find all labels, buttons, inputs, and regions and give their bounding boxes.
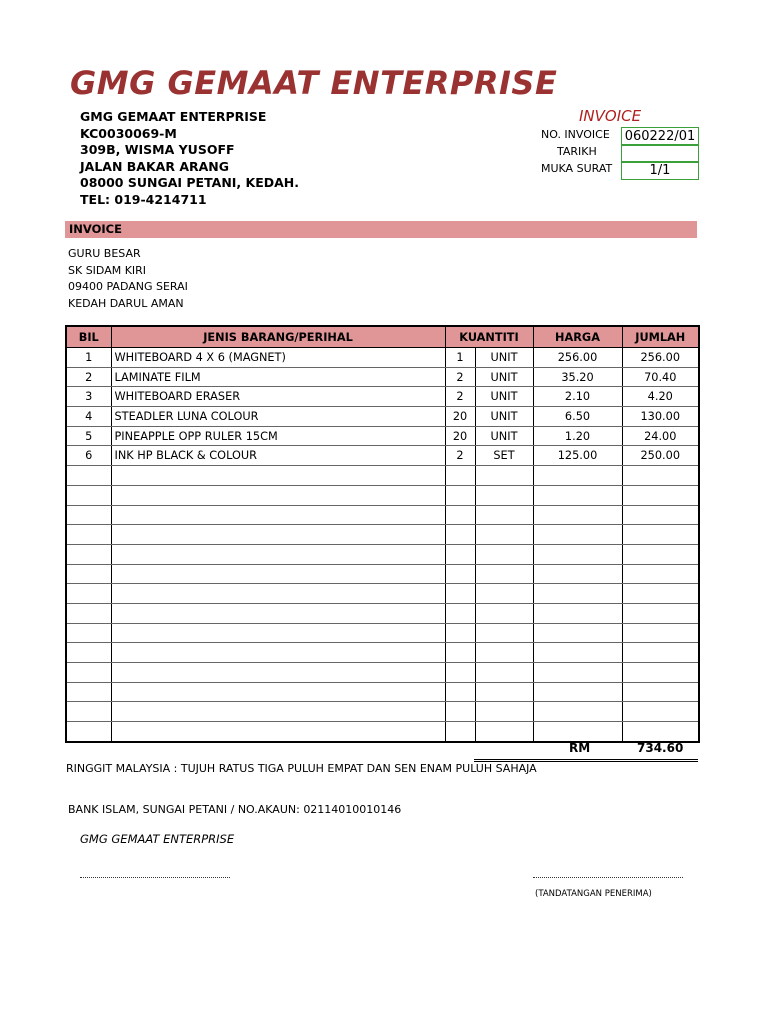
empty-cell bbox=[445, 682, 475, 702]
empty-cell bbox=[622, 663, 699, 683]
row-description: PINEAPPLE OPP RULER 15CM bbox=[111, 426, 445, 446]
empty-table-row bbox=[66, 722, 699, 742]
empty-table-row bbox=[66, 623, 699, 643]
empty-cell bbox=[475, 623, 533, 643]
empty-cell bbox=[111, 525, 445, 545]
empty-cell bbox=[111, 643, 445, 663]
document-title: GMG GEMAAT ENTERPRISE bbox=[70, 64, 558, 102]
empty-cell bbox=[66, 702, 111, 722]
empty-cell bbox=[111, 466, 445, 486]
empty-cell bbox=[475, 702, 533, 722]
row-bil: 2 bbox=[66, 367, 111, 387]
empty-table-row bbox=[66, 564, 699, 584]
empty-cell bbox=[622, 564, 699, 584]
company-signature-line bbox=[80, 877, 230, 878]
empty-cell bbox=[445, 623, 475, 643]
row-price: 35.20 bbox=[533, 367, 622, 387]
empty-cell bbox=[622, 505, 699, 525]
row-unit: UNIT bbox=[475, 407, 533, 427]
empty-cell bbox=[66, 466, 111, 486]
empty-cell bbox=[533, 682, 622, 702]
row-description: INK HP BLACK & COLOUR bbox=[111, 446, 445, 466]
empty-cell bbox=[533, 564, 622, 584]
company-phone: TEL: 019-4214711 bbox=[80, 191, 207, 207]
empty-cell bbox=[475, 722, 533, 742]
empty-cell bbox=[66, 525, 111, 545]
empty-cell bbox=[533, 643, 622, 663]
section-bar: INVOICE bbox=[65, 221, 697, 238]
row-quantity: 2 bbox=[445, 387, 475, 407]
row-amount: 70.40 bbox=[622, 367, 699, 387]
invoice-no-label: NO. INVOICE bbox=[541, 128, 610, 141]
bank-info: BANK ISLAM, SUNGAI PETANI / NO.AKAUN: 02114010010146 bbox=[68, 803, 402, 816]
row-amount: 130.00 bbox=[622, 407, 699, 427]
empty-table-row bbox=[66, 544, 699, 564]
row-price: 1.20 bbox=[533, 426, 622, 446]
empty-cell bbox=[66, 603, 111, 623]
row-quantity: 2 bbox=[445, 367, 475, 387]
empty-cell bbox=[533, 466, 622, 486]
row-unit: UNIT bbox=[475, 387, 533, 407]
empty-table-row bbox=[66, 643, 699, 663]
row-price: 125.00 bbox=[533, 446, 622, 466]
company-address-line: 08000 SUNGAI PETANI, KEDAH. bbox=[80, 175, 300, 190]
invoice-no-value: 060222/01 bbox=[621, 127, 699, 146]
table-row bbox=[66, 407, 699, 427]
empty-cell bbox=[111, 505, 445, 525]
row-bil: 3 bbox=[66, 387, 111, 407]
empty-cell bbox=[66, 544, 111, 564]
empty-cell bbox=[111, 544, 445, 564]
company-address-line: JALAN BAKAR ARANG bbox=[80, 158, 230, 174]
row-quantity: 20 bbox=[445, 407, 475, 427]
empty-cell bbox=[111, 603, 445, 623]
empty-cell bbox=[533, 623, 622, 643]
empty-cell bbox=[445, 505, 475, 525]
empty-cell bbox=[445, 584, 475, 604]
empty-cell bbox=[111, 485, 445, 505]
total-amount: 734.60 bbox=[637, 741, 684, 755]
customer-line: SK SIDAM KIRI bbox=[68, 263, 147, 277]
empty-cell bbox=[111, 682, 445, 702]
empty-cell bbox=[475, 663, 533, 683]
empty-cell bbox=[445, 722, 475, 742]
customer-address-block bbox=[68, 246, 188, 312]
header-description: JENIS BARANG/PERIHAL bbox=[111, 326, 445, 348]
empty-cell bbox=[111, 663, 445, 683]
company-address-block bbox=[80, 109, 299, 208]
empty-cell bbox=[111, 584, 445, 604]
company-reg-no: KC0030069-M bbox=[80, 125, 177, 141]
empty-cell bbox=[445, 603, 475, 623]
table-row bbox=[66, 348, 699, 368]
empty-cell bbox=[533, 525, 622, 545]
row-description: STEADLER LUNA COLOUR bbox=[111, 407, 445, 427]
empty-cell bbox=[475, 505, 533, 525]
row-bil: 4 bbox=[66, 407, 111, 427]
empty-cell bbox=[622, 623, 699, 643]
company-name: GMG GEMAAT ENTERPRISE bbox=[80, 109, 267, 124]
table-row bbox=[66, 426, 699, 446]
empty-cell bbox=[475, 682, 533, 702]
row-unit: SET bbox=[475, 446, 533, 466]
empty-table-row bbox=[66, 525, 699, 545]
row-description: WHITEBOARD ERASER bbox=[111, 387, 445, 407]
empty-cell bbox=[622, 584, 699, 604]
empty-cell bbox=[111, 623, 445, 643]
empty-cell bbox=[622, 643, 699, 663]
empty-cell bbox=[533, 702, 622, 722]
header-bil: BIL bbox=[66, 326, 111, 348]
empty-cell bbox=[622, 722, 699, 742]
signature-company: GMG GEMAAT ENTERPRISE bbox=[80, 832, 235, 846]
row-amount: 250.00 bbox=[622, 446, 699, 466]
empty-cell bbox=[111, 722, 445, 742]
empty-cell bbox=[445, 564, 475, 584]
empty-cell bbox=[66, 722, 111, 742]
total-currency: RM bbox=[569, 741, 591, 755]
empty-cell bbox=[475, 603, 533, 623]
table-header-row bbox=[66, 326, 699, 348]
row-amount: 4.20 bbox=[622, 387, 699, 407]
row-description: LAMINATE FILM bbox=[111, 367, 445, 387]
row-amount: 24.00 bbox=[622, 426, 699, 446]
empty-cell bbox=[622, 702, 699, 722]
empty-table-row bbox=[66, 663, 699, 683]
empty-cell bbox=[475, 485, 533, 505]
row-unit: UNIT bbox=[475, 348, 533, 368]
row-price: 6.50 bbox=[533, 407, 622, 427]
empty-cell bbox=[533, 505, 622, 525]
empty-cell bbox=[445, 663, 475, 683]
customer-line: 09400 PADANG SERAI bbox=[68, 280, 188, 293]
empty-cell bbox=[66, 584, 111, 604]
receiver-signature-label: (TANDATANGAN PENERIMA) bbox=[535, 889, 652, 899]
table-row bbox=[66, 387, 699, 407]
page-value: 1/1 bbox=[621, 161, 699, 180]
empty-table-row bbox=[66, 584, 699, 604]
header-amount: JUMLAH bbox=[622, 326, 699, 348]
row-price: 256.00 bbox=[533, 348, 622, 368]
empty-cell bbox=[533, 485, 622, 505]
empty-cell bbox=[66, 485, 111, 505]
empty-cell bbox=[66, 682, 111, 702]
empty-cell bbox=[622, 466, 699, 486]
empty-table-row bbox=[66, 702, 699, 722]
empty-cell bbox=[475, 564, 533, 584]
date-label: TARIKH bbox=[557, 145, 597, 158]
empty-cell bbox=[475, 466, 533, 486]
row-quantity: 20 bbox=[445, 426, 475, 446]
receiver-signature-line bbox=[533, 877, 683, 878]
empty-cell bbox=[622, 485, 699, 505]
empty-cell bbox=[475, 584, 533, 604]
row-unit: UNIT bbox=[475, 367, 533, 387]
empty-cell bbox=[622, 525, 699, 545]
empty-cell bbox=[533, 544, 622, 564]
customer-line: GURU BESAR bbox=[68, 247, 141, 260]
amount-in-words: RINGGIT MALAYSIA : TUJUH RATUS TIGA PULUH EMPAT DAN SEN ENAM PULUH SAHAJA bbox=[66, 762, 537, 775]
header-quantity: KUANTITI bbox=[445, 326, 533, 348]
items-table bbox=[65, 325, 700, 743]
empty-cell bbox=[445, 485, 475, 505]
empty-cell bbox=[475, 544, 533, 564]
empty-cell bbox=[475, 525, 533, 545]
empty-table-row bbox=[66, 485, 699, 505]
row-bil: 1 bbox=[66, 348, 111, 368]
empty-cell bbox=[445, 525, 475, 545]
empty-table-row bbox=[66, 505, 699, 525]
empty-cell bbox=[66, 505, 111, 525]
empty-cell bbox=[622, 682, 699, 702]
empty-cell bbox=[445, 544, 475, 564]
row-quantity: 1 bbox=[445, 348, 475, 368]
page-label: MUKA SURAT bbox=[541, 162, 613, 175]
empty-table-row bbox=[66, 603, 699, 623]
invoice-heading: INVOICE bbox=[579, 107, 642, 125]
empty-cell bbox=[533, 603, 622, 623]
empty-cell bbox=[475, 643, 533, 663]
row-amount: 256.00 bbox=[622, 348, 699, 368]
table-row bbox=[66, 367, 699, 387]
header-price: HARGA bbox=[533, 326, 622, 348]
row-price: 2.10 bbox=[533, 387, 622, 407]
customer-line: KEDAH DARUL AMAN bbox=[68, 296, 184, 310]
row-quantity: 2 bbox=[445, 446, 475, 466]
empty-cell bbox=[622, 603, 699, 623]
empty-cell bbox=[533, 663, 622, 683]
empty-cell bbox=[445, 702, 475, 722]
row-bil: 5 bbox=[66, 426, 111, 446]
empty-cell bbox=[111, 702, 445, 722]
empty-cell bbox=[533, 722, 622, 742]
company-address-line: 309B, WISMA YUSOFF bbox=[80, 142, 235, 157]
empty-cell bbox=[66, 564, 111, 584]
empty-cell bbox=[111, 564, 445, 584]
empty-cell bbox=[445, 466, 475, 486]
empty-cell bbox=[622, 544, 699, 564]
row-bil: 6 bbox=[66, 446, 111, 466]
empty-table-row bbox=[66, 466, 699, 486]
empty-cell bbox=[533, 584, 622, 604]
table-row bbox=[66, 446, 699, 466]
empty-cell bbox=[66, 663, 111, 683]
row-description: WHITEBOARD 4 X 6 (MAGNET) bbox=[111, 348, 445, 368]
empty-cell bbox=[66, 623, 111, 643]
row-unit: UNIT bbox=[475, 426, 533, 446]
empty-cell bbox=[445, 643, 475, 663]
empty-table-row bbox=[66, 682, 699, 702]
empty-cell bbox=[66, 643, 111, 663]
